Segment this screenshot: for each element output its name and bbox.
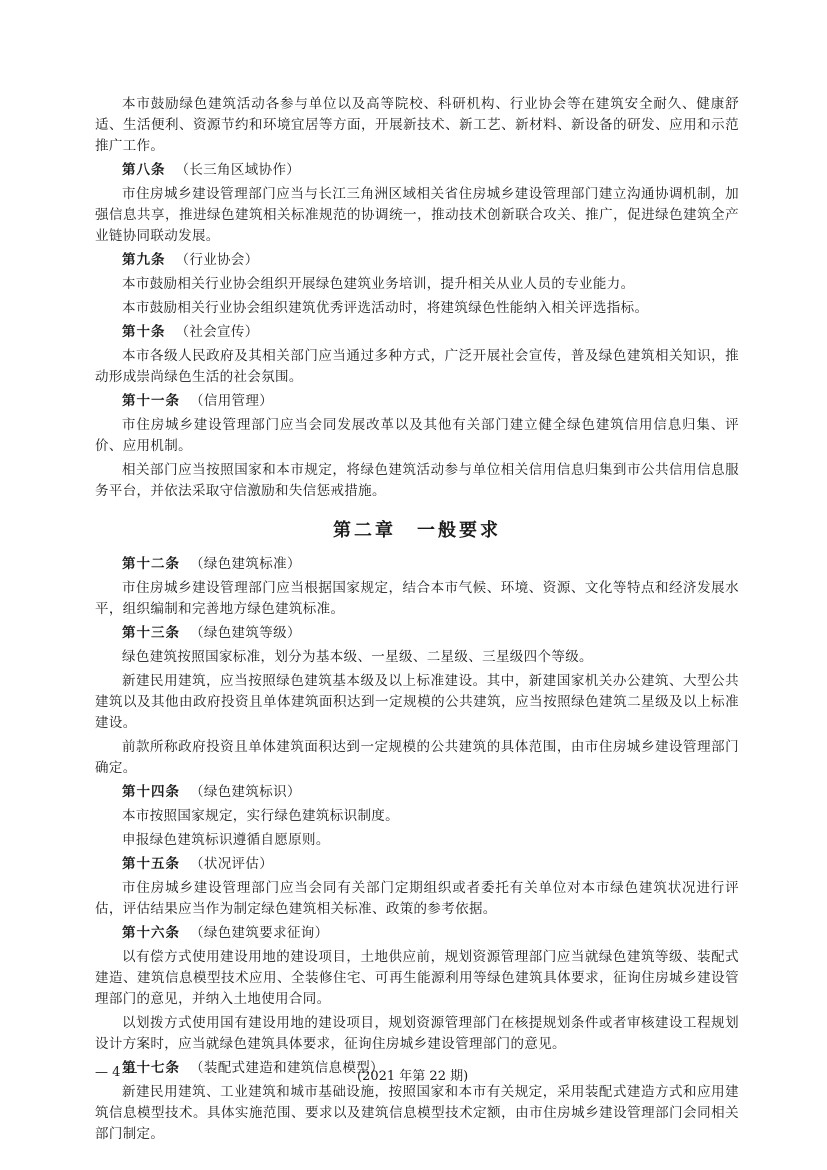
- paragraph: 市住房城乡建设管理部门应当根据国家规定，结合本市气候、环境、资源、文化等特点和经济发展水平，组织编制和完善地方绿色建筑标准。: [95, 580, 739, 617]
- article-heading: [95, 923, 739, 944]
- article-title: （绿色建筑要求征询）: [190, 925, 329, 941]
- article-heading: [95, 250, 739, 271]
- paragraph: 本市鼓励相关行业协会组织建筑优秀评选活动时，将建筑绿色性能纳入相关评选指标。: [122, 300, 649, 316]
- article-title: （行业协会）: [175, 252, 259, 268]
- paragraph: 本市鼓励绿色建筑活动各参与单位以及高等院校、科研机构、行业协会等在建筑安全耐久、健康舒适、生活便利、资源节约和环境宜居等方面，开展新技术、新工艺、新材料、新设备的研发、应用和示范推广工作。: [95, 96, 739, 154]
- article-number: 第十一条: [122, 393, 180, 409]
- article-heading: [95, 160, 739, 181]
- article-title: （状况评估）: [190, 856, 274, 872]
- article-number: 第八条: [122, 162, 166, 178]
- paragraph: 本市各级人民政府及其相关部门应当通过多种方式，广泛开展社会宣传，普及绿色建筑相关知识，推动形成崇尚绿色生活的社会氛围。: [95, 348, 739, 385]
- paragraph: 以划拨方式使用国有建设用地的建设项目，规划资源管理部门在核提规划条件或者审核建设工程规划设计方案时，应当就绿色建筑具体要求，征询住房城乡建设管理部门的意见。: [95, 1015, 739, 1052]
- paragraph: 市住房城乡建设管理部门应当会同发展改革以及其他有关部门建立健全绿色建筑信用信息归集、评价、应用机制。: [95, 417, 739, 454]
- paragraph: 相关部门应当按照国家和本市规定，将绿色建筑活动参与单位相关信用信息归集到市公共信用信息服务平台，并依法采取守信激励和失信惩戒措施。: [95, 462, 739, 499]
- issue-label: (2021 年第 22 期): [357, 1069, 469, 1084]
- article-title: （信用管理）: [190, 393, 274, 409]
- article-title: （社会宣传）: [175, 324, 259, 340]
- article-title: （绿色建筑标识）: [190, 784, 301, 800]
- paragraph: 新建民用建筑，应当按照绿色建筑基本级及以上标准建设。其中，新建国家机关办公建筑、大型公共建筑以及其他由政府投资且单体建筑面积达到一定规模的公共建筑，应当按照绿色建筑二星级及以上标准建设。: [95, 673, 739, 731]
- article-number: 第十五条: [122, 856, 180, 872]
- article-number: 第十条: [122, 324, 166, 340]
- paragraph: 绿色建筑按照国家标准，划分为基本级、一星级、二星级、三星级四个等级。: [122, 649, 593, 665]
- article-heading: [95, 391, 739, 412]
- article-heading: [95, 782, 739, 803]
- paragraph: 前款所称政府投资且单体建筑面积达到一定规模的公共建筑的具体范围，由市住房城乡建设管理部门确定。: [95, 739, 739, 776]
- paragraph: 市住房城乡建设管理部门应当会同有关部门定期组织或者委托有关单位对本市绿色建筑状况进行评估，评估结果应当作为制定绿色建筑相关标准、政策的参考依据。: [95, 880, 739, 917]
- article-heading: [95, 854, 739, 875]
- paragraph: 以有偿方式使用建设用地的建设项目，土地供应前，规划资源管理部门应当就绿色建筑等级、装配式建造、建筑信息模型技术应用、全装修住宅、可再生能源利用等绿色建筑具体要求，征询住房城乡建设管理部门的意见，并纳入土地使用合同。: [95, 949, 739, 1007]
- article-number: 第九条: [122, 252, 166, 268]
- page-number: — 4 —: [95, 1065, 138, 1080]
- article-title: （装配式建造和建筑信息模型）: [190, 1060, 384, 1076]
- paragraph: 新建民用建筑、工业建筑和城市基础设施，按照国家和本市有关规定，采用装配式建造方式和应用建筑信息模型技术。具体实施范围、要求以及建筑信息模型技术定额，由市住房城乡建设管理部门会同相关部门制定。: [95, 1084, 739, 1142]
- paragraph: 本市鼓励相关行业协会组织开展绿色建筑业务培训，提升相关从业人员的专业能力。: [122, 276, 635, 292]
- paragraph: 市住房城乡建设管理部门应当与长江三角洲区域相关省住房城乡建设管理部门建立沟通协调机制，加强信息共享，推进绿色建筑相关标准规范的协调统一，推动技术创新联合攻关、推广，促进绿色建筑全产业链协同联动发展。: [95, 186, 739, 244]
- paragraph: 申报绿色建筑标识遵循自愿原则。: [122, 832, 330, 848]
- article-heading: [95, 322, 739, 343]
- article-number: 第十四条: [122, 784, 180, 800]
- article-title: （长三角区域协作）: [175, 162, 301, 178]
- document-body: [95, 94, 739, 1148]
- article-heading: [95, 623, 739, 644]
- paragraph: 本市按照国家规定，实行绿色建筑标识制度。: [122, 808, 399, 824]
- article-title: （绿色建筑等级）: [190, 625, 301, 641]
- article-number: 第十二条: [122, 556, 180, 572]
- article-heading: [95, 554, 739, 575]
- article-title: （绿色建筑标准）: [190, 556, 301, 572]
- article-number: 第十七条: [122, 1060, 180, 1076]
- article-number: 第十六条: [122, 925, 180, 941]
- article-number: 第十三条: [122, 625, 180, 641]
- chapter-title: 第二章 一般要求: [333, 520, 501, 541]
